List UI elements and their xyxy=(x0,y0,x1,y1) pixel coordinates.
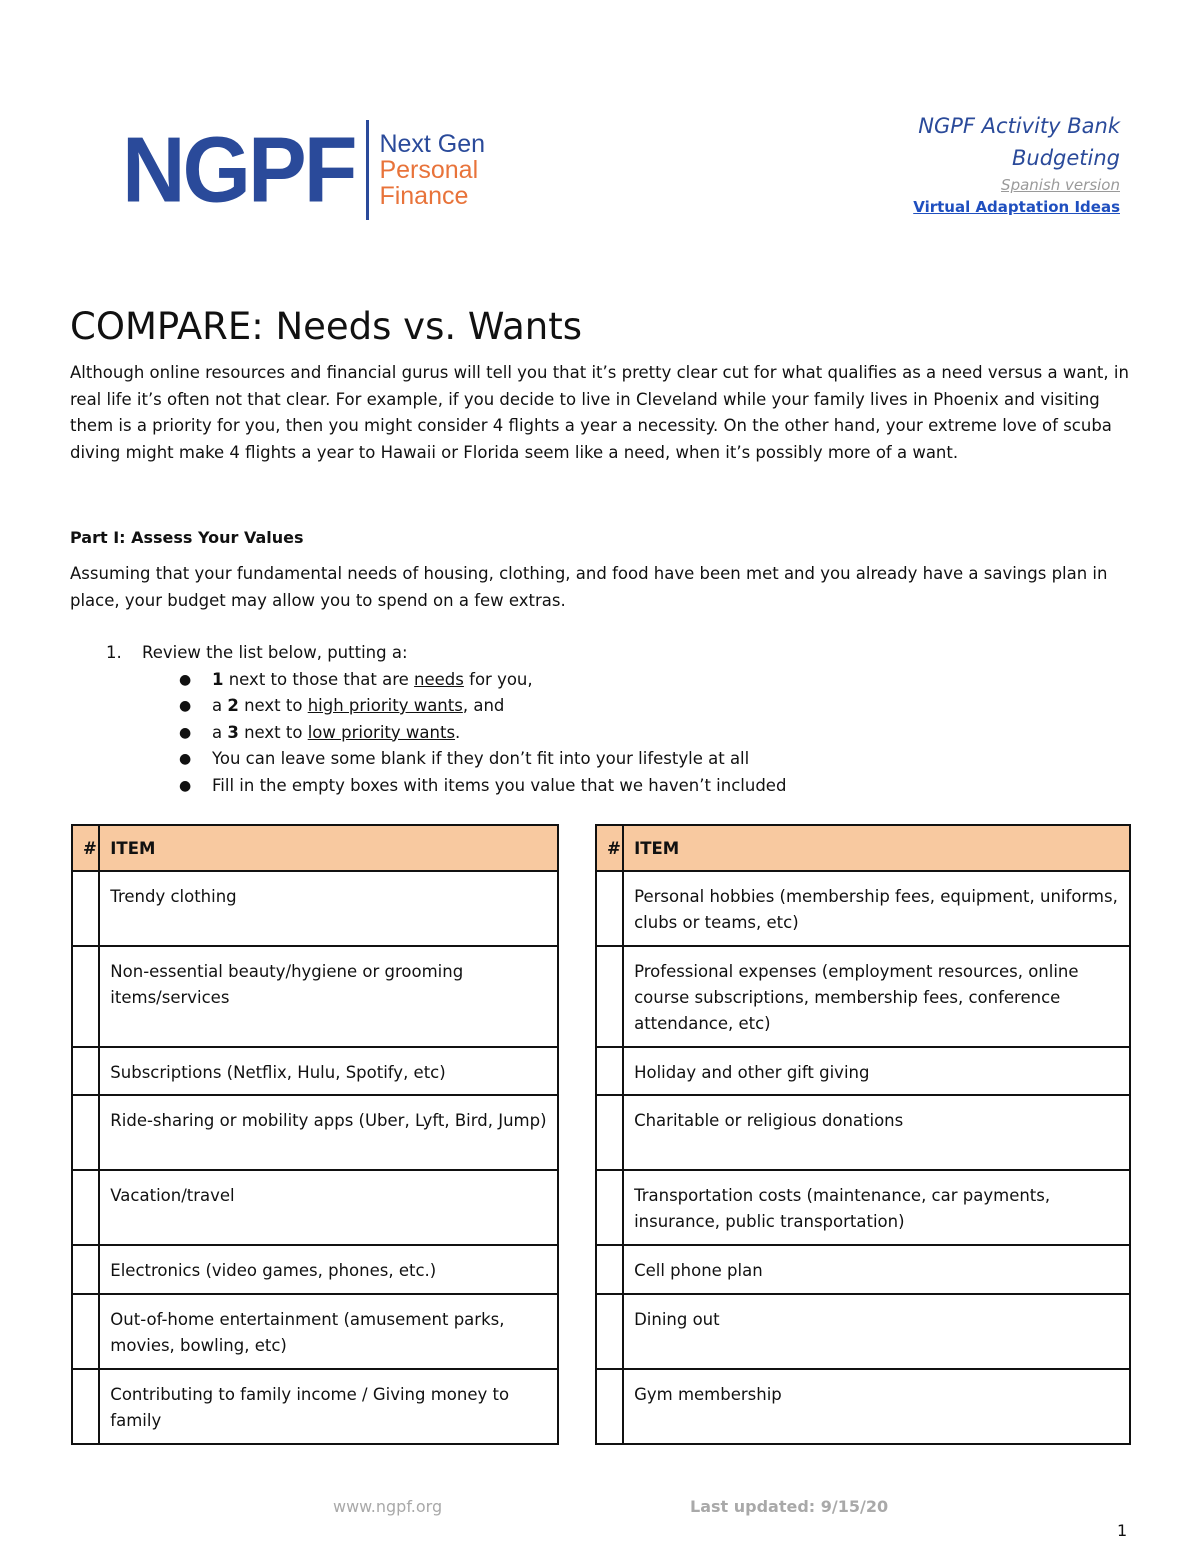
item-cell: Personal hobbies (membership fees, equipment, uniforms, clubs or teams, etc) xyxy=(623,871,1130,946)
item-cell: Non-essential beauty/hygiene or grooming items/services xyxy=(99,946,558,1047)
logo-word-finance: Finance xyxy=(379,182,469,210)
instruction-lead: Review the list below, putting a: xyxy=(142,643,408,662)
table-row xyxy=(72,1369,558,1444)
page-title: COMPARE: Needs vs. Wants xyxy=(70,305,583,348)
rank-3: 3 xyxy=(227,722,239,742)
item-cell: Vacation/travel xyxy=(99,1170,558,1245)
table-row xyxy=(72,1095,558,1170)
table-row xyxy=(596,946,1130,1047)
rank-input-cell[interactable] xyxy=(596,1095,623,1170)
bullet-needs xyxy=(106,667,786,694)
rank-input-cell[interactable] xyxy=(72,1294,99,1369)
intro-paragraph: Although online resources and financial gurus will tell you that it’s pretty clear cut for what qualifies as a need versus a want, in real life it’s often not that clear. For example, if you decide to live in Cleveland while your family lives in Phoenix and visiting them is a priority for you, then you might consider 4 flights a year a necessity. On the other hand, your extreme love of scuba diving might make 4 flights a year to Hawaii or Florida seem like a need, when it’s possibly more of a want. xyxy=(70,363,1129,462)
item-cell: Out-of-home entertainment (amusement parks, movies, bowling, etc) xyxy=(99,1294,558,1369)
bullet-text: next to those that are xyxy=(223,669,415,689)
rank-input-cell[interactable] xyxy=(596,1245,623,1294)
rank-input-cell[interactable] xyxy=(72,946,99,1047)
item-cell: Contributing to family income / Giving money to family xyxy=(99,1369,558,1444)
rank-input-cell[interactable] xyxy=(72,871,99,946)
part1-description: Assuming that your fundamental needs of housing, clothing, and food have been met and you already have a savings plan in place, your budget may allow you to spend on a few extras. xyxy=(70,564,1108,610)
activity-bank-label: NGPF Activity Bank xyxy=(918,114,1120,138)
high-priority-term: high priority wants xyxy=(307,696,463,715)
table-row xyxy=(72,871,558,946)
item-cell: Charitable or religious donations xyxy=(623,1095,1130,1170)
rank-input-cell[interactable] xyxy=(596,1170,623,1245)
instruction-number: 1. xyxy=(106,643,122,662)
item-cell: Cell phone plan xyxy=(623,1245,1130,1294)
bullet-icon: ● xyxy=(179,671,192,688)
rank-input-cell[interactable] xyxy=(596,946,623,1047)
table-row xyxy=(72,946,558,1047)
table-row xyxy=(596,1245,1130,1294)
bullet-text: a xyxy=(212,722,228,742)
part1-heading: Part I: Assess Your Values xyxy=(70,528,304,547)
logo-mark: NGPF xyxy=(122,117,355,222)
table-row xyxy=(596,1047,1130,1095)
bullet-text: Fill in the empty boxes with items you value that we haven’t included xyxy=(212,775,787,795)
spanish-version-link[interactable]: Spanish version xyxy=(1001,176,1120,194)
virtual-adaptation-link[interactable]: Virtual Adaptation Ideas xyxy=(913,198,1120,216)
bullet-low-priority xyxy=(106,720,786,747)
page-number: 1 xyxy=(1117,1521,1128,1540)
table-row xyxy=(596,871,1130,946)
rank-input-cell[interactable] xyxy=(596,1294,623,1369)
item-cell: Dining out xyxy=(623,1294,1130,1369)
header-info xyxy=(913,110,1120,218)
header-num: # xyxy=(596,825,623,871)
logo-word-next-gen: Next Gen xyxy=(379,130,486,158)
bullet-text: . xyxy=(455,722,461,742)
item-cell: Subscriptions (Netflix, Hulu, Spotify, etc) xyxy=(99,1047,558,1095)
table-row xyxy=(72,1245,558,1294)
logo-word-personal: Personal xyxy=(379,156,479,184)
item-cell: Transportation costs (maintenance, car payments, insurance, public transportation) xyxy=(623,1170,1130,1245)
bullet-text: next to xyxy=(238,722,308,742)
bullet-icon: ● xyxy=(179,698,192,714)
bullet-icon: ● xyxy=(179,751,192,767)
table-row xyxy=(72,1170,558,1245)
needs-term: needs xyxy=(414,669,464,689)
table-row xyxy=(72,1294,558,1369)
low-priority-term: low priority wants xyxy=(307,722,456,742)
bullet-text: next to xyxy=(238,696,308,715)
rank-input-cell[interactable] xyxy=(72,1047,99,1095)
table-row xyxy=(72,1047,558,1095)
item-cell: Gym membership xyxy=(623,1369,1130,1444)
rank-input-cell[interactable] xyxy=(72,1170,99,1245)
rank-1: 1 xyxy=(212,669,224,689)
logo-wordmark xyxy=(379,131,485,209)
bullet-icon: ● xyxy=(179,777,192,794)
header-item: ITEM xyxy=(99,825,558,871)
item-cell: Ride-sharing or mobility apps (Uber, Lyft, Bird, Jump) xyxy=(99,1095,558,1170)
items-table-right xyxy=(595,824,1131,1445)
rank-input-cell[interactable] xyxy=(72,1245,99,1294)
bullet-leave-blank xyxy=(106,746,786,773)
header-num: # xyxy=(72,825,99,871)
instruction-bullets xyxy=(106,667,786,800)
table-row xyxy=(596,1294,1130,1369)
rank-input-cell[interactable] xyxy=(596,871,623,946)
bullet-text: , and xyxy=(462,696,505,715)
rank-input-cell[interactable] xyxy=(596,1369,623,1444)
bullet-fill-empty xyxy=(106,773,786,800)
rank-input-cell[interactable] xyxy=(596,1047,623,1095)
ngpf-logo xyxy=(122,117,486,222)
item-cell: Electronics (video games, phones, etc.) xyxy=(99,1245,558,1294)
bullet-text: a xyxy=(212,696,228,715)
item-cell: Holiday and other gift giving xyxy=(623,1047,1130,1095)
footer-url[interactable]: www.ngpf.org xyxy=(333,1497,443,1516)
table-row xyxy=(596,1095,1130,1170)
items-table-left xyxy=(71,824,559,1445)
rank-2: 2 xyxy=(227,696,239,715)
item-cell: Professional expenses (employment resources, online course subscriptions, membership fees, conference attendance, etc) xyxy=(623,946,1130,1047)
bullet-icon: ● xyxy=(179,724,192,741)
item-cell: Trendy clothing xyxy=(99,871,558,946)
bullet-text: You can leave some blank if they don’t fit into your lifestyle at all xyxy=(212,749,750,768)
table-header-row xyxy=(72,825,558,871)
bullet-text: for you, xyxy=(463,669,533,689)
rank-input-cell[interactable] xyxy=(72,1095,99,1170)
category-label: Budgeting xyxy=(1011,146,1120,170)
logo-divider xyxy=(366,120,369,220)
rank-input-cell[interactable] xyxy=(72,1369,99,1444)
table-row xyxy=(596,1170,1130,1245)
table-header-row xyxy=(596,825,1130,871)
footer-last-updated: Last updated: 9/15/20 xyxy=(690,1497,889,1516)
header-item: ITEM xyxy=(623,825,1130,871)
table-row xyxy=(596,1369,1130,1444)
bullet-high-priority xyxy=(106,693,786,720)
